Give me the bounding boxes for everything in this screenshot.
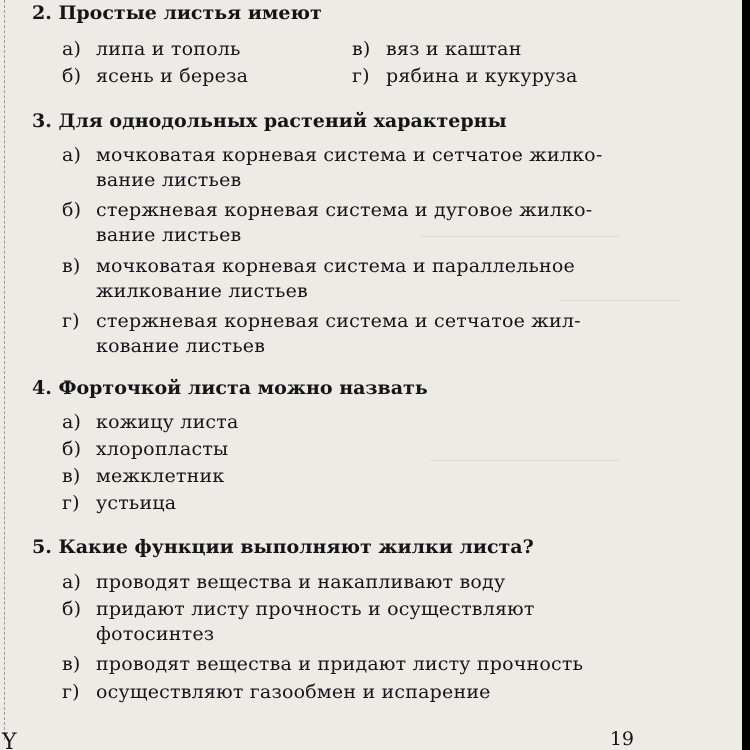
option-text: проводят вещества и накапливают воду	[96, 571, 506, 593]
question-2-option-c	[352, 37, 522, 62]
question-3-title: 3. Для однодольных растений характерны	[32, 110, 507, 132]
question-3-option-b-cont: вание листьев	[96, 224, 242, 246]
option-label: а)	[62, 411, 82, 433]
option-label: а)	[62, 571, 82, 593]
option-text: кожицу листа	[96, 411, 239, 433]
option-label: б)	[62, 65, 82, 87]
question-4-option-b	[62, 437, 228, 462]
question-3-option-c-cont: жилкование листьев	[96, 280, 308, 302]
option-text-line1: придают листу прочность и осуществляют	[96, 598, 535, 620]
option-label: в)	[62, 255, 81, 277]
question-2-title: 2. Простые листья имеют	[32, 2, 322, 24]
option-text-line1: мочковатая корневая система и параллельное	[96, 255, 575, 277]
option-label: в)	[62, 653, 81, 675]
option-label: в)	[62, 465, 81, 487]
option-text: осуществляют газообмен и испарение	[96, 681, 491, 703]
question-2-option-d	[352, 64, 578, 89]
question-4-title: 4. Форточкой листа можно назвать	[32, 377, 428, 399]
question-4-option-a	[62, 410, 239, 435]
bleed-through-line	[430, 460, 620, 469]
option-text: межклетник	[96, 465, 225, 487]
option-text: устьица	[96, 492, 177, 514]
corner-mark: Y	[2, 730, 17, 750]
question-3-option-d-cont: кование листьев	[96, 335, 266, 357]
question-2-option-b	[62, 64, 248, 89]
question-5-option-a	[62, 570, 505, 595]
option-text-line1: стержневая корневая система и дуговое жилко-	[96, 199, 593, 221]
option-label: а)	[62, 38, 82, 60]
option-label: б)	[62, 199, 82, 221]
question-5-option-b	[62, 597, 638, 622]
page-number: 19	[609, 728, 634, 750]
question-4-option-c	[62, 464, 224, 489]
question-3-option-a-cont: вание листьев	[96, 169, 242, 191]
option-label: в)	[352, 38, 371, 60]
option-text: липа и тополь	[96, 38, 241, 60]
option-text: хлоропласты	[96, 438, 229, 460]
option-text: рябина и кукуруза	[386, 65, 578, 87]
bleed-through-line	[420, 236, 620, 245]
option-text-line1: стержневая корневая система и сетчатое жил-	[96, 310, 581, 332]
option-text-line1: мочковатая корневая система и сетчатое жилко-	[96, 144, 603, 166]
page-edge-dashes	[4, 0, 5, 740]
bleed-through-line	[560, 300, 680, 309]
question-2-option-a	[62, 37, 241, 62]
option-label: г)	[62, 681, 80, 703]
option-label: а)	[62, 144, 82, 166]
option-text: ясень и береза	[96, 65, 249, 87]
question-3-option-a	[62, 143, 602, 168]
option-text: вяз и каштан	[386, 38, 522, 60]
question-4-option-d	[62, 491, 176, 516]
question-3-option-b	[62, 198, 592, 223]
option-label: г)	[62, 310, 80, 332]
question-3-option-c	[62, 254, 638, 279]
option-text: проводят вещества и придают листу прочность	[96, 653, 584, 675]
option-label: б)	[62, 598, 82, 620]
option-label: г)	[62, 492, 80, 514]
question-5-option-d	[62, 680, 491, 705]
option-label: г)	[352, 65, 370, 87]
question-5-title: 5. Какие функции выполняют жилки листа?	[32, 536, 534, 558]
question-5-option-c	[62, 652, 583, 677]
question-5-option-b-cont: фотосинтез	[96, 623, 215, 645]
question-3-option-d	[62, 309, 638, 334]
option-label: б)	[62, 438, 82, 460]
